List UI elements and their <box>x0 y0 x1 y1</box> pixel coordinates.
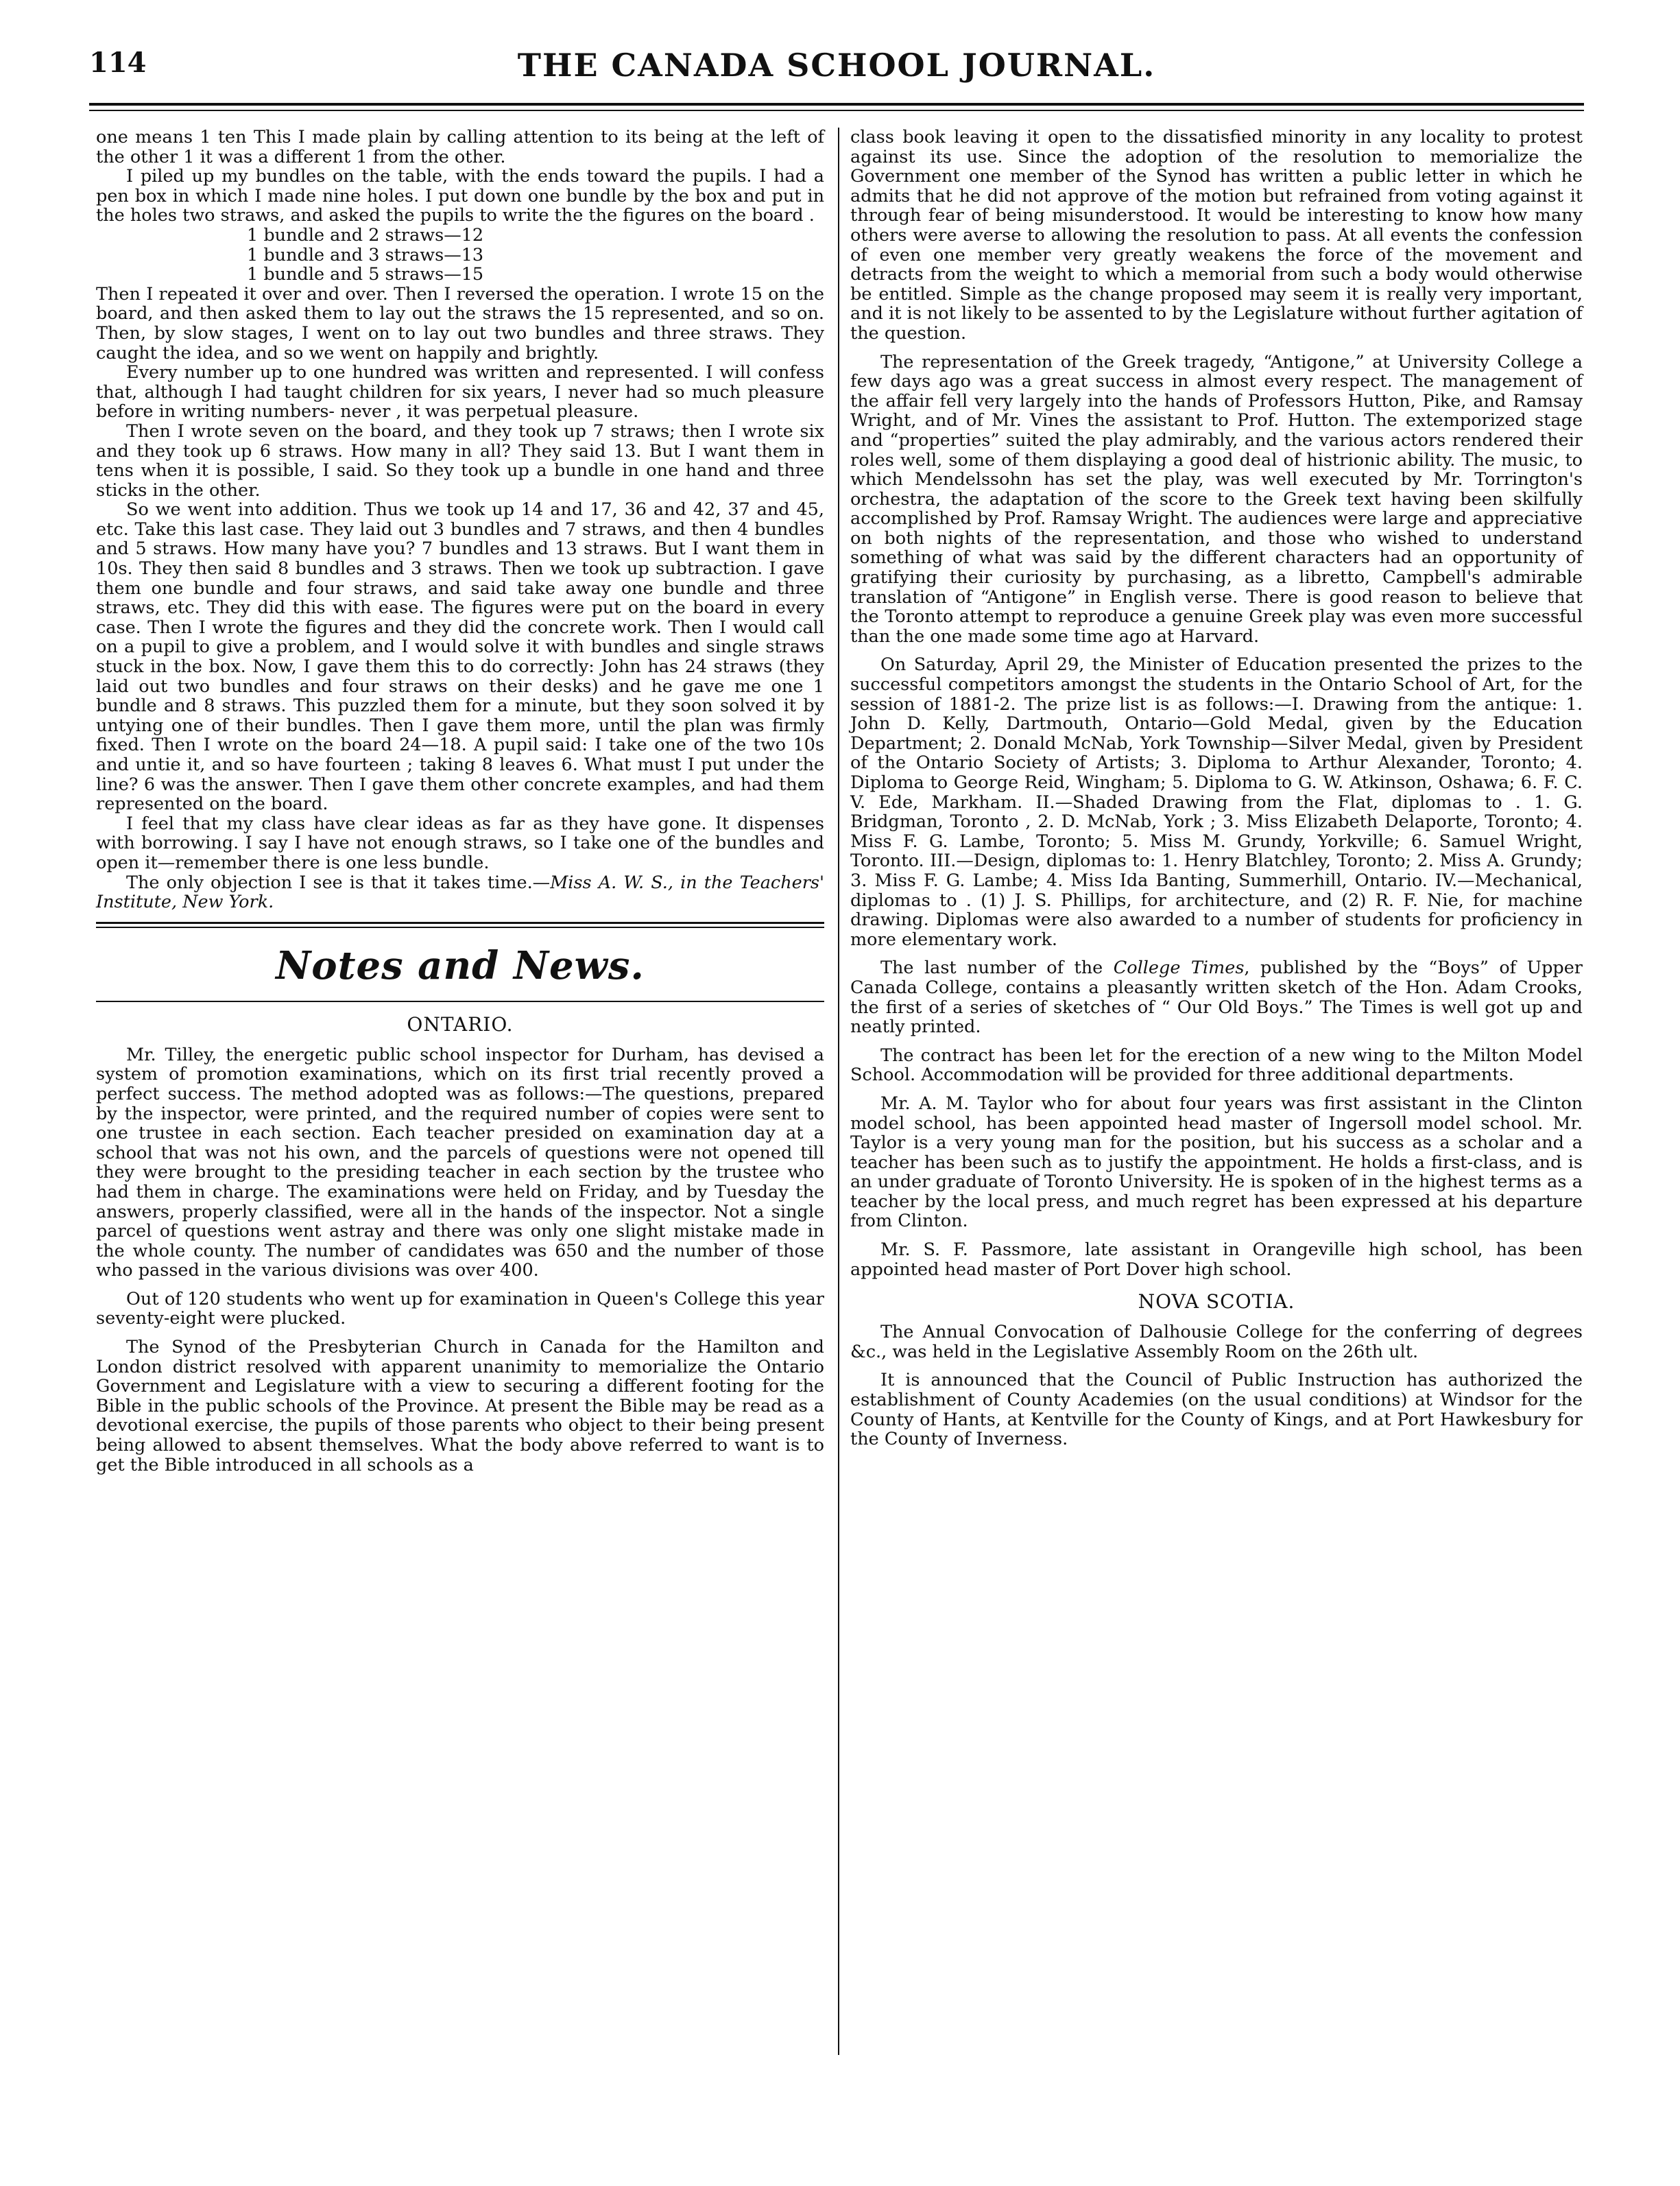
article-paragraph: one means 1 ten This I made plain by calling attention to its being at the left of the other 1 it was a different 1 from the other. <box>96 127 824 167</box>
column-divider <box>838 128 839 2055</box>
news-paragraph: The contract has been let for the erection of a new wing to the Milton Model School. Accommodation will be provided for three additional departments. <box>850 1045 1583 1086</box>
news-paragraph: Mr. S. F. Passmore, late assistant in Orangeville high school, has been appointed head master of Port Dover high school. <box>850 1239 1583 1280</box>
left-column <box>96 128 824 1475</box>
text-segment: , published by the “Boys” of Upper Canada College, contains a pleasantly written sketch of the Hon. Adam Crooks, the first of a series of sketches of “ Our Old Boys.” The Times is well got up and neatly printed. <box>850 958 1583 1038</box>
news-paragraph: Out of 120 students who went up for examination in Queen's College this year seventy-eight were plucked. <box>96 1288 824 1329</box>
article-paragraph: So we went into addition. Thus we took up 14 and 17, 36 and 42, 37 and 45, etc. Take this last case. They laid out 3 bundles and 7 straws, and then 4 bundles and 5 straws. How many have you? 7 bundles and 13 straws. But I want them in 10s. They then said 8 bundles and 3 straws. Then we took up subtraction. I gave them one bundle and four straws, and said take away one bundle and three straws, etc. They did this with ease. The figures were put on the board in every case. Then I wrote the figures and they did the concrete work. Then I would call on a pupil to give a problem, and I would solve it with bundles and single straws stuck in the box. Now, I gave them this to do correctly: John has 24 straws (they laid out two bundles and four straws on their desks) and he gave me one 1 bundle and 8 straws. This puzzled them for a minute, but they soon solved it by untying one of their bundles. Then I gave them more, until the plan was firmly fixed. Then I wrote on the board 24—18. A pupil said: I take one of the two 10s and untie it, and so have fourteen ; taking 8 leaves 6. What must I put under the line? 6 was the answer. Then I gave them other concrete examples, and had them represented on the board. <box>96 499 824 815</box>
section-subhead-nova-scotia: NOVA SCOTIA. <box>1138 1290 1295 1314</box>
news-paragraph: On Saturday, April 29, the Minister of Education presented the prizes to the successful competitors amongst the students in the Ontario School of Art, for the session of 1881-2. The prize list is as follows:—I. Drawing from the antique: 1. John D. Kelly, Dartmouth, Ontario—Gold Medal, given by the Education Department; 2. Donald McNab, York Township—Silver Medal, given by President of the Ontario Society of Artists; 3. Diploma to Arthur Alexander, Toronto; 4. Diploma to George Reid, Wingham; 5. Diploma to G. W. Atkinson, Oshawa; 6. F. C. V. Ede, Markham. II.—Shaded Drawing from the Flat, diplomas to . 1. G. Bridgman, Toronto , 2. D. McNab, York ; 3. Miss Elizabeth Delaporte, Toronto; 4. Miss F. G. Lambe, Toronto; 5. Miss M. Grundy, Yorkville; 6. Samuel Wright, Toronto. III.—Design, diplomas to: 1. Henry Blatchley, Toronto; 2. Miss A. Grundy; 3. Miss F. G. Lambe; 4. Miss Ida Banting, Summerhill, Ontario. IV.—Mechanical, diplomas to . (1) J. S. Phillips, for architecture, and (2) R. F. Nie, for machine drawing. Diplomas were also awarded to a number of students for proficiency in more elementary work. <box>850 654 1583 950</box>
publication-title: College Times <box>1113 958 1245 979</box>
section-subhead-ontario: ONTARIO. <box>407 1012 514 1036</box>
page-header <box>89 47 1584 102</box>
news-paragraph: class book leaving it open to the dissatisfied minority in any locality to protest against its use. Since the adoption of the resolution to memorialize the Government one member of the Synod has written a public letter in which he admits that he did not approve of the motion but refrained from voting against it through fear of being misunderstood. It would be interesting to know how many others were averse to allowing the resolution to pass. At all events the confession of even one member very greatly weakens the force of the movement and detracts from the weight to which a memorial from such a body would otherwise be entitled. Simple as the change proposed may seem it is really very important, and it is not likely to be assented to by the Legislature without further agitation of the question. <box>850 127 1583 344</box>
section-rule <box>96 1001 824 1002</box>
article-paragraph: Every number up to one hundred was written and represented. I will confess that, although I had taught children for six years, I never had so much pleasure before in writing numbers- never , it was perpetual pleasure. <box>96 362 824 423</box>
news-paragraph: Mr. Tilley, the energetic public school inspector for Durham, has devised a system of promotion examinations, which on its first trial recently proved a perfect success. The method adopted was as follows:—The questions, prepared by the inspector, were printed, and the required number of copies were sent to one trustee in each section. Each teacher presided on examination day at a school that was not his own, and the parcels of questions were not opened till they were brought to the presiding teacher in each section by the trustee who had them in charge. The examinations were held on Friday, and by Tuesday the answers, properly classified, were all in the hands of the inspector. Not a single parcel of questions went astray and there was only one slight mistake made in the whole county. The number of candidates was 650 and the number of those who passed in the various divisions was over 400. <box>96 1044 824 1281</box>
article-paragraph: I feel that my class have clear ideas as far as they have gone. It dispenses with borrowing. I say I have not enough straws, so I take one of the bundles and open it—remember there is one less bundle. <box>96 813 824 873</box>
news-paragraph: The Annual Convocation of Dalhousie College for the conferring of degrees &c., was held in the Legislative Assembly Room on the 26th ult. <box>850 1322 1583 1362</box>
section-rule <box>96 922 824 924</box>
news-paragraph: The Synod of the Presbyterian Church in Canada for the Hamilton and London district resolved with apparent unanimity to memorialize the Ontario Government and Legislature with a view to securing a different footing for the Bible in the public schools of the Province. At present the Bible may be read as a devotional exercise, the pupils of those parents who object to their being present being allowed to absent themselves. What the body above referred to want is to get the Bible introduced in all schools as a <box>96 1337 824 1475</box>
article-paragraph: Then I wrote seven on the board, and they took up 7 straws; then I wrote six and they took up 6 straws. How many in all? They said 13. But I want them in tens when it is possible, I said. So they took up a bundle in one hand and three sticks in the other. <box>96 420 824 501</box>
news-paragraph <box>850 958 1583 1036</box>
right-column <box>850 128 1583 1449</box>
bundle-line: 1 bundle and 3 straws—13 <box>247 244 484 265</box>
text-segment: The last number of the <box>880 958 1114 979</box>
closing-text: The only objection I see is that it takes time.— <box>126 872 551 893</box>
news-paragraph: Mr. A. M. Taylor who for about four years was first assistant in the Clinton model school, has been appointed head master of Ingersoll model school. Mr. Taylor is a very young man for the position, but his success as a scholar and a teacher has been such as to justify the appointment. He holds a first-class, and is an under graduate of Toronto University. He is spoken of in the highest terms as a teacher by the local press, and much regret has been expressed at his departure from Clinton. <box>850 1093 1583 1232</box>
bundle-line: 1 bundle and 5 straws—15 <box>247 264 484 285</box>
article-paragraph: Then I repeated it over and over. Then I reversed the operation. I wrote 15 on the board, and then asked them to lay out the straws the 15 represented, and so on. Then, by slow stages, I went on to lay out two bundles and three straws. They caught the idea, and so we went on happily and brightly. <box>96 283 824 364</box>
news-paragraph: The representation of the Greek tragedy, “Antigone,” at University College a few days ago was a great success in almost every respect. The management of the affair fell very largely into the hands of Professors Hutton, Pike, and Ramsay Wright, and of Mr. Vines the assistant to Prof. Hutton. The extemporized stage and “properties” suited the play admirably, and the various actors rendered their roles well, some of them displaying a good deal of histrionic ability. The music, to which Mendelssohn has set the play, was well executed by Mr. Torrington's orchestra, the adaptation of the score to the Greek text having been skilfully accomplished by Prof. Ramsay Wright. The audiences were large and appreciative on both nights of the representation, and those who wished to understand something of what was said by the different characters had an opportunity of gratifying their curiosity by purchasing, as a libretto, Campbell's admirable translation of “Antigone” in English verse. There is good reason to believe that the Toronto attempt to reproduce a genuine Greek play was even more successful than the one made some time ago at Harvard. <box>850 351 1583 647</box>
source-attribution: Miss A. W. S., in the Teachers' Institute, New York. <box>96 872 824 913</box>
section-rule <box>96 927 824 928</box>
article-closing-paragraph <box>96 873 824 912</box>
page-number: 114 <box>89 47 147 79</box>
section-title: Notes and News. <box>276 942 645 988</box>
news-paragraph: It is announced that the Council of Public Instruction has authorized the establishment of County Academies (on the usual conditions) at Windsor for the County of Hants, at Kentville for the County of Kings, and at Port Hawkesbury for the County of Inverness. <box>850 1370 1583 1450</box>
journal-title: THE CANADA SCHOOL JOURNAL. <box>517 47 1156 84</box>
header-rule-top <box>89 103 1584 106</box>
article-paragraph: I piled up my bundles on the table, with the ends toward the pupils. I had a pen box in which I made nine holes. I put down one bundle by the box and put in the holes two straws, and asked the pupils to write the the figures on the board . <box>96 166 824 226</box>
header-rule-bottom <box>89 110 1584 111</box>
bundle-line: 1 bundle and 2 straws—12 <box>247 224 484 246</box>
